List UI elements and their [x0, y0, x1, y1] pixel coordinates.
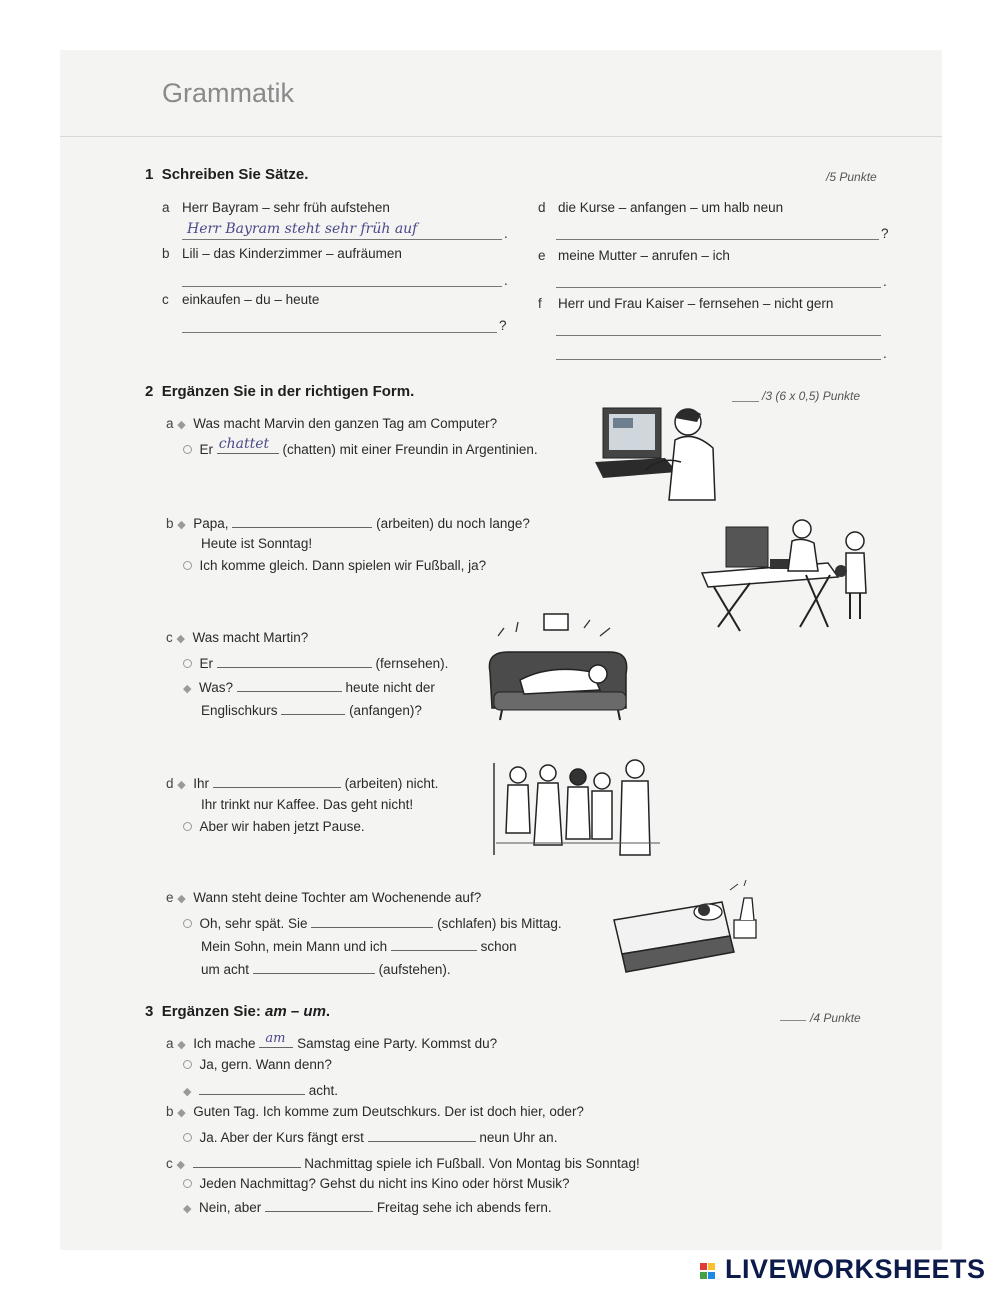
question-text: (arbeiten) nicht. — [344, 776, 439, 791]
question-text: heute nicht der — [345, 680, 435, 695]
section-title: Schreiben Sie Sätze. — [161, 166, 309, 183]
exercise-1a-line — [182, 239, 502, 240]
item-letter: c — [166, 630, 173, 645]
exercise-2b-blank[interactable] — [232, 514, 372, 528]
reply-text: (aufstehen). — [378, 962, 451, 977]
speaker-circle-icon — [183, 1179, 192, 1188]
exercise-3a-blank[interactable] — [259, 1031, 293, 1048]
exercise-3a-reply — [183, 1057, 332, 1072]
section-title-end: . — [325, 1003, 331, 1020]
exercise-1e-end: . — [883, 274, 887, 289]
item-letter: b — [166, 516, 174, 531]
exercise-2e-reply — [183, 914, 562, 931]
prompt-text: Herr Bayram – sehr früh aufstehen — [182, 200, 390, 215]
section-title: Ergänzen Sie in der richtigen Form. — [161, 383, 415, 400]
girl-in-bed-illustration — [612, 880, 762, 980]
section-2-score-line — [732, 401, 759, 402]
reply-text: Aber wir haben jetzt Pause. — [199, 819, 365, 834]
question-text: (arbeiten) du noch lange? — [376, 516, 530, 531]
logo-square-green — [700, 1272, 707, 1279]
reply-text: Ich komme gleich. Dann spielen wir Fußball, ja? — [199, 558, 487, 573]
exercise-1f-end: . — [883, 346, 887, 361]
exercise-2c-reply — [183, 654, 448, 671]
prompt-text: einkaufen – du – heute — [182, 292, 320, 307]
exercise-1e-prompt — [538, 248, 730, 263]
question-text: Was macht Marvin den ganzen Tag am Computer? — [193, 416, 498, 431]
exercise-2d-question-cont: Ihr trinkt nur Kaffee. Das geht nicht! — [201, 797, 414, 812]
logo-text: LIVEWORKSHEETS — [725, 1254, 986, 1284]
item-letter: e — [538, 248, 546, 263]
speaker-diamond-icon: ◆ — [177, 1107, 186, 1119]
handwritten-answer: am — [265, 1031, 286, 1046]
question-text: (anfangen)? — [349, 703, 422, 718]
exercise-2e-blank-1[interactable] — [311, 914, 433, 928]
item-letter: d — [538, 200, 546, 215]
speaker-circle-icon — [183, 1133, 192, 1142]
question-text: Papa, — [193, 516, 229, 531]
handwritten-answer: chattet — [218, 436, 270, 452]
exercise-3c-blank-1[interactable] — [193, 1154, 301, 1168]
reply-text: Oh, sehr spät. Sie — [199, 916, 308, 931]
exercise-2d-question — [166, 774, 438, 791]
exercise-1c-line[interactable] — [182, 332, 497, 333]
section-number: 1 — [145, 166, 154, 183]
logo-square-red — [700, 1263, 707, 1270]
section-2-points: /3 (6 x 0,5) Punkte — [762, 389, 861, 403]
reply-text: (fernsehen). — [375, 656, 449, 671]
exercise-3c-reply — [183, 1176, 569, 1191]
item-letter: c — [162, 292, 169, 307]
item-letter: c — [166, 1156, 173, 1171]
coffee-break-illustration — [490, 755, 665, 863]
exercise-2d-blank[interactable] — [213, 774, 341, 788]
section-title: Ergänzen Sie: — [161, 1003, 266, 1020]
exercise-2c-question-3 — [201, 701, 422, 718]
exercise-1d-prompt — [538, 200, 783, 215]
section-2-heading — [145, 383, 414, 400]
logo-square-blue — [708, 1272, 715, 1279]
question-text: Nachmittag spiele ich Fußball. Von Montag bis Sonntag! — [304, 1156, 640, 1171]
item-letter: b — [166, 1104, 174, 1119]
question-text: Wann steht deine Tochter am Wochenende auf? — [193, 890, 482, 905]
question-text: Nein, aber — [198, 1200, 262, 1215]
exercise-3a-question-2 — [183, 1081, 338, 1098]
exercise-2c-question-2 — [183, 678, 435, 695]
exercise-1d-end: ? — [881, 226, 889, 241]
exercise-1a-answer[interactable]: Herr Bayram steht sehr früh auf — [187, 221, 418, 237]
exercise-2e-blank-3[interactable] — [253, 960, 375, 974]
exercise-2c-blank-2[interactable] — [237, 678, 342, 692]
reply-text: um acht — [201, 962, 250, 977]
exercise-2c-blank-1[interactable] — [217, 654, 372, 668]
section-title-emphasis: am – um — [265, 1003, 326, 1020]
exercise-3c-blank-2[interactable] — [265, 1198, 373, 1212]
exercise-2b-question — [166, 514, 530, 531]
exercise-2e-reply-2 — [201, 937, 517, 954]
exercise-1a-end: . — [504, 226, 508, 241]
man-on-sofa-illustration — [480, 612, 640, 724]
speaker-diamond-icon: ◆ — [183, 683, 192, 695]
page-title: Grammatik — [162, 78, 295, 108]
question-text: Samstag eine Party. Kommst du? — [297, 1036, 498, 1051]
question-text: Ihr — [193, 776, 210, 791]
speaker-circle-icon — [183, 1060, 192, 1069]
reply-text: Jeden Nachmittag? Gehst du nicht ins Kino oder hörst Musik? — [199, 1176, 570, 1191]
exercise-3a-question — [166, 1031, 498, 1051]
reply-text: Ja. Aber der Kurs fängt erst — [199, 1130, 364, 1145]
exercise-2d-reply — [183, 819, 365, 834]
item-letter: d — [166, 776, 174, 791]
section-number: 2 — [145, 383, 154, 400]
item-letter: a — [166, 1036, 174, 1051]
exercise-2e-question — [166, 890, 481, 905]
question-text: Englischkurs — [201, 703, 278, 718]
section-3-heading — [145, 1003, 330, 1020]
liveworksheets-logo — [700, 1254, 986, 1285]
reply-text: Ja, gern. Wann denn? — [199, 1057, 332, 1072]
exercise-1e-line[interactable] — [556, 287, 881, 288]
exercise-3b-blank[interactable] — [368, 1128, 476, 1142]
father-at-desk-illustration — [700, 515, 875, 633]
exercise-2a-question — [166, 416, 497, 431]
exercise-1c-prompt — [162, 292, 319, 307]
exercise-1f-line-2[interactable] — [556, 359, 881, 360]
reply-text: Er — [199, 442, 214, 457]
boy-at-computer-illustration — [585, 400, 720, 505]
question-text: Ich mache — [193, 1036, 256, 1051]
prompt-text: Herr und Frau Kaiser – fernsehen – nicht gern — [558, 296, 834, 311]
exercise-1f-prompt — [538, 296, 833, 311]
speaker-circle-icon — [183, 659, 192, 668]
exercise-1a-prompt — [162, 200, 390, 215]
speaker-circle-icon — [183, 561, 192, 570]
section-3-score-line — [780, 1020, 806, 1021]
exercise-1b-line[interactable] — [182, 286, 502, 287]
exercise-3a-blank-2[interactable] — [199, 1081, 305, 1095]
logo-square-yellow — [708, 1263, 715, 1270]
exercise-3c-question-2 — [183, 1198, 552, 1215]
reply-text: Mein Sohn, mein Mann und ich — [201, 939, 388, 954]
item-letter: e — [166, 890, 174, 905]
section-number: 3 — [145, 1003, 154, 1020]
item-letter: a — [166, 416, 174, 431]
speaker-diamond-icon: ◆ — [177, 1039, 186, 1051]
title-divider — [60, 136, 942, 137]
exercise-2a-blank[interactable] — [217, 436, 279, 454]
reply-text: neun Uhr an. — [479, 1130, 558, 1145]
exercise-2c-question — [166, 630, 308, 645]
exercise-2c-blank-3[interactable] — [281, 701, 345, 715]
item-letter: f — [538, 296, 542, 311]
speaker-diamond-icon: ◆ — [177, 893, 186, 905]
question-text: Was macht Martin? — [192, 630, 309, 645]
question-text: Was? — [198, 680, 233, 695]
speaker-circle-icon — [183, 919, 192, 928]
exercise-1c-end: ? — [499, 318, 507, 333]
exercise-2b-question-cont: Heute ist Sonntag! — [201, 536, 313, 551]
exercise-1b-end: . — [504, 273, 508, 288]
speaker-diamond-icon: ◆ — [176, 633, 185, 645]
speaker-diamond-icon: ◆ — [177, 519, 186, 531]
exercise-1b-prompt — [162, 246, 402, 261]
prompt-text: Lili – das Kinderzimmer – aufräumen — [182, 246, 402, 261]
section-3-points: /4 Punkte — [810, 1011, 861, 1025]
speaker-circle-icon — [183, 822, 192, 831]
exercise-1d-line[interactable] — [556, 239, 879, 240]
reply-text: schon — [480, 939, 517, 954]
exercise-2e-blank-2[interactable] — [391, 937, 477, 951]
question-text: Freitag sehe ich abends fern. — [376, 1200, 552, 1215]
prompt-text: meine Mutter – anrufen – ich — [558, 248, 730, 263]
exercise-3b-reply — [183, 1128, 557, 1145]
question-text: acht. — [308, 1083, 339, 1098]
reply-text: (chatten) mit einer Freundin in Argentinien. — [282, 442, 538, 457]
reply-text: (schlafen) bis Mittag. — [437, 916, 562, 931]
section-1-points: /5 Punkte — [826, 170, 877, 184]
exercise-2e-reply-3 — [201, 960, 451, 977]
question-text: Guten Tag. Ich komme zum Deutschkurs. Der ist doch hier, oder? — [193, 1104, 584, 1119]
exercise-3c-question — [166, 1154, 640, 1171]
exercise-3b-question — [166, 1104, 584, 1119]
speaker-diamond-icon: ◆ — [176, 1159, 185, 1171]
item-letter: b — [162, 246, 170, 261]
speaker-diamond-icon: ◆ — [183, 1203, 192, 1215]
exercise-2b-reply — [183, 558, 486, 573]
exercise-1f-line-1[interactable] — [556, 335, 881, 336]
exercise-2a-reply — [183, 436, 538, 457]
speaker-circle-icon — [183, 445, 192, 454]
section-1-heading — [145, 166, 308, 183]
speaker-diamond-icon: ◆ — [177, 419, 186, 431]
speaker-diamond-icon: ◆ — [183, 1086, 192, 1098]
reply-text: Er — [199, 656, 214, 671]
logo-icon — [700, 1262, 722, 1280]
prompt-text: die Kurse – anfangen – um halb neun — [558, 200, 784, 215]
speaker-diamond-icon: ◆ — [177, 779, 186, 791]
item-letter: a — [162, 200, 170, 215]
